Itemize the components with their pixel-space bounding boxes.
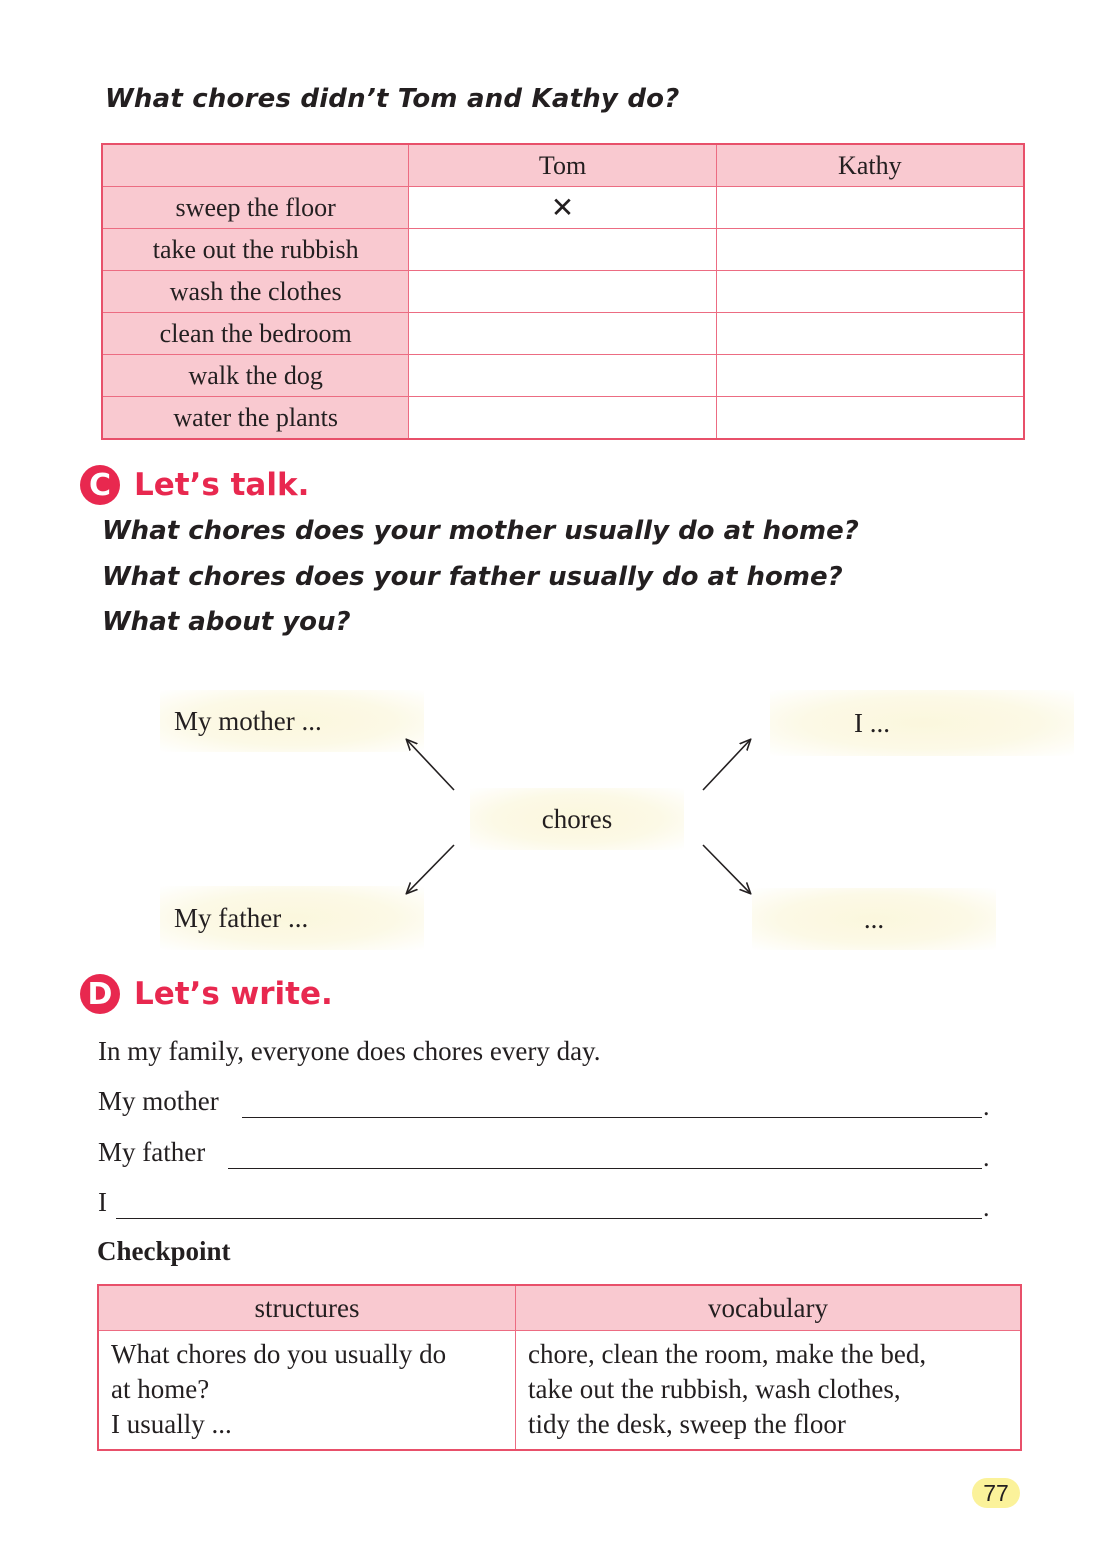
arrow-to-father: [407, 845, 454, 893]
checkpoint-table: [97, 1284, 1022, 1451]
arrow-to-i: [703, 740, 750, 790]
chore-label: sweep the floor: [102, 187, 409, 229]
checkpoint-vocabulary-cell: [516, 1331, 1022, 1451]
tom-cell[interactable]: ✕: [409, 187, 716, 229]
chore-label: water the plants: [102, 397, 409, 440]
write-prefix-i: I: [98, 1187, 107, 1217]
chore-label: clean the bedroom: [102, 313, 409, 355]
arrow-to-mother: [407, 740, 454, 790]
mind-map-mother-text: My mother ...: [174, 705, 322, 736]
checkpoint-row: [98, 1331, 1021, 1451]
write-intro: In my family, everyone does chores every day.: [98, 1036, 601, 1066]
section-d-heading: [80, 974, 333, 1014]
write-end-father: .: [983, 1143, 990, 1172]
table-header-kathy: Kathy: [716, 144, 1024, 187]
checkpoint-header-vocabulary: vocabulary: [516, 1285, 1022, 1331]
checkpoint-structures-cell: [98, 1331, 516, 1451]
vocabulary-line: take out the rubbish, wash clothes,: [528, 1374, 901, 1404]
mind-map-other-text: ...: [863, 903, 885, 934]
page-number: 77: [972, 1478, 1020, 1508]
chore-label: wash the clothes: [102, 271, 409, 313]
table-header-tom: Tom: [409, 144, 716, 187]
write-prefix-father: My father: [98, 1137, 206, 1167]
structures-line: at home?: [111, 1374, 210, 1404]
write-blank-i[interactable]: [116, 1218, 982, 1219]
checkpoint-header-structures: structures: [98, 1285, 516, 1331]
talk-question-3: What about you?: [102, 607, 351, 637]
section-d-badge: D: [80, 974, 120, 1014]
section-c-badge: C: [80, 465, 120, 505]
section-d-title: Let’s write.: [134, 976, 333, 1012]
arrow-to-other: [703, 845, 750, 893]
write-end-i: .: [983, 1193, 990, 1222]
chore-label: take out the rubbish: [102, 229, 409, 271]
write-end-mother: .: [983, 1092, 990, 1121]
vocabulary-line: tidy the desk, sweep the floor: [528, 1409, 846, 1439]
write-blank-mother[interactable]: [242, 1117, 982, 1118]
write-blank-father[interactable]: [228, 1168, 982, 1169]
chore-label: walk the dog: [102, 355, 409, 397]
mind-map-i-text: I ...: [854, 707, 890, 738]
chores-question: What chores didn’t Tom and Kathy do?: [105, 84, 680, 114]
structures-line: I usually ...: [111, 1409, 232, 1439]
section-c-title: Let’s talk.: [134, 467, 310, 503]
mind-map-father-text: My father ...: [174, 902, 309, 933]
mind-map-center-text: chores: [541, 803, 613, 834]
checkpoint-title: Checkpoint: [97, 1236, 231, 1266]
vocabulary-line: chore, clean the room, make the bed,: [528, 1339, 927, 1369]
talk-question-1: What chores does your mother usually do at home?: [102, 516, 859, 546]
write-prefix-mother: My mother: [98, 1086, 219, 1116]
checkpoint-header-row: [98, 1285, 1021, 1331]
talk-question-2: What chores does your father usually do at home?: [102, 562, 843, 592]
structures-line: What chores do you usually do: [111, 1339, 447, 1369]
